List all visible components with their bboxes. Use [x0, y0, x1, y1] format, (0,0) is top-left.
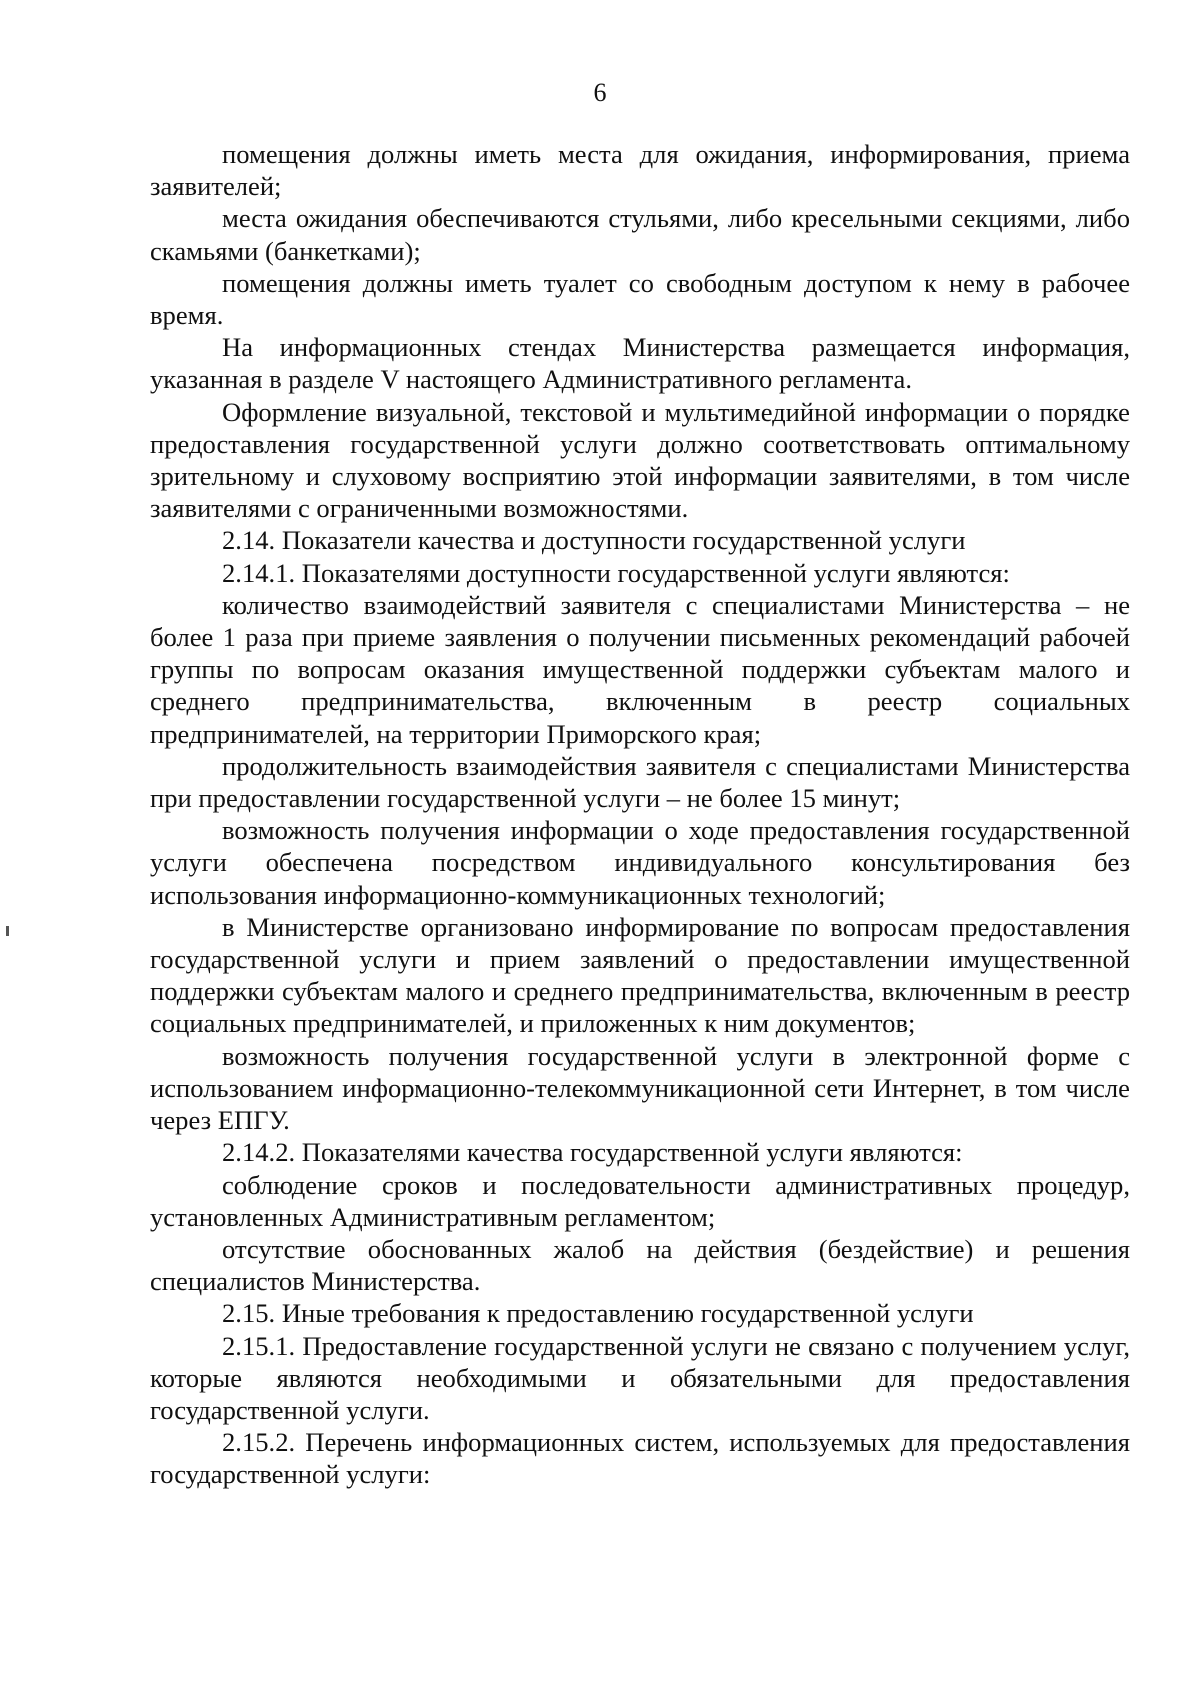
paragraph: 2.15.2. Перечень информационных систем, используемых для предоставления государственной услуги:	[150, 1427, 1130, 1490]
paragraph: помещения должны иметь туалет со свободным доступом к нему в рабочее время.	[150, 267, 1130, 331]
paragraph: в Министерстве организовано информирование по вопросам предоставления государственной услуги и прием заявлений о предоставлении имущественной поддержки субъектам малого и среднего предпринимательства, включенным в реестр социальных предпринимателей, и приложенных к ним документов;	[150, 911, 1130, 1039]
paragraph: помещения должны иметь места для ожидания, информирования, приема заявителей;	[150, 139, 1130, 202]
paragraph: На информационных стендах Министерства размещается информация, указанная в разделе V настоящего Административного регламента.	[150, 332, 1130, 395]
subsection-heading: 2.14.2. Показателями качества государственной услуги являются:	[222, 1137, 963, 1168]
document-body	[150, 138, 1130, 1491]
paragraph: возможность получения государственной услуги в электронной форме с использованием информационно-телекоммуникационной сети Интернет, в том числе через ЕПГУ.	[150, 1040, 1130, 1136]
section-heading: 2.15. Иные требования к предоставлению государственной услуги	[222, 1298, 974, 1329]
paragraph: 2.15.1. Предоставление государственной услуги не связано с получением услуг, которые являются необходимыми и обязательными для предоставления государственной услуги.	[150, 1330, 1130, 1425]
paragraph: возможность получения информации о ходе предоставления государственной услуги обеспечена посредством индивидуального консультирования без использования информационно-коммуникационных технологий;	[150, 815, 1130, 910]
subsection-heading: 2.14.1. Показателями доступности государственной услуги являются:	[222, 557, 1010, 588]
paragraph: Оформление визуальной, текстовой и мультимедийной информации о порядке предоставления государственной услуги должно соответствовать оптимальному зрительному и слуховому восприятию этой информации заявителями, в том числе заявителями с ограниченными возможностями.	[150, 396, 1130, 524]
paragraph: количество взаимодействий заявителя с специалистами Министерства – не более 1 раза при приеме заявления о получении письменных рекомендаций рабочей группы по вопросам оказания имущественной поддержки субъектам малого и среднего предпринимательства, включенным в реестр социальных предпринимателей, на территории Приморского края;	[150, 589, 1130, 749]
paragraph: продолжительность взаимодействия заявителя с специалистами Министерства при предоставлении государственной услуги – не более 15 минут;	[150, 750, 1130, 814]
paragraph: соблюдение сроков и последовательности административных процедур, установленных Административным регламентом;	[150, 1169, 1130, 1232]
paragraph: места ожидания обеспечиваются стульями, либо кресельными секциями, либо скамьями (банкетками);	[150, 203, 1130, 266]
page-number: 6	[593, 78, 607, 107]
paragraph: отсутствие обоснованных жалоб на действия (бездействие) и решения специалистов Министерства.	[150, 1233, 1130, 1297]
scan-margin-mark	[6, 926, 9, 936]
section-heading: 2.14. Показатели качества и доступности государственной услуги	[222, 525, 966, 556]
